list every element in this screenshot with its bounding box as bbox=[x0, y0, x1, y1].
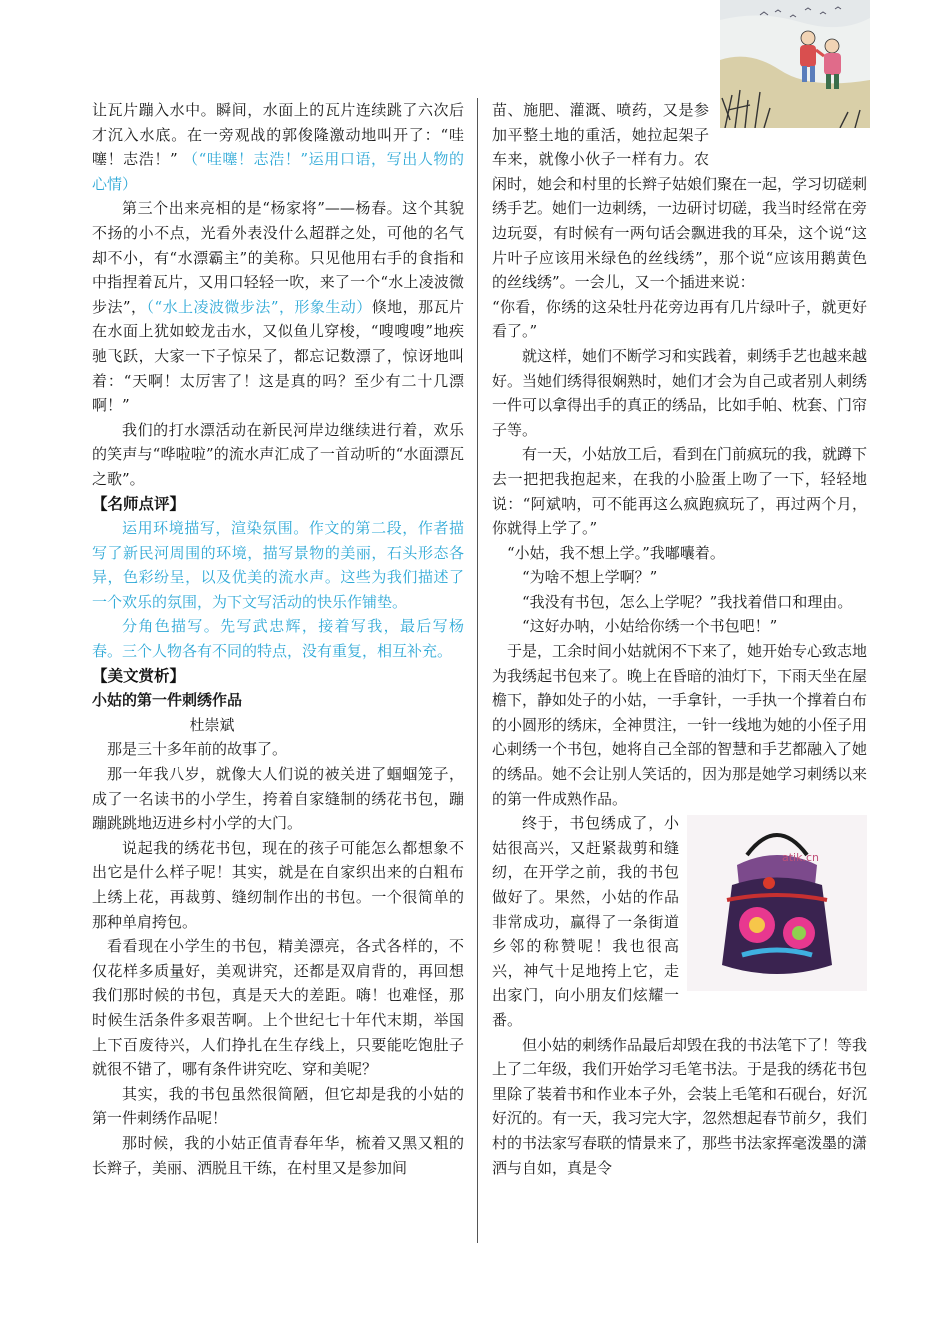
paragraph: 我们的打水漂活动在新民河岸边继续进行着，欢乐的笑声与“哗啦啦”的流水声汇成了一首动听的“水面漂瓦之歌”。 bbox=[92, 420, 464, 488]
paragraph: 就这样，她们不断学习和实践着，刺绣手艺也越来越好。当她们绣得很娴熟时，她们才会为自己或者别人刺绣一件可以拿得出手的真正的绣品，比如手帕、枕套、门帘子等。 bbox=[492, 346, 868, 439]
paragraph: 其实，我的书包虽然很简陋，但它却是我的小姑的第一件刺绣作品呢！ bbox=[92, 1084, 464, 1128]
paragraph: “小姑，我不想上学。”我嘟囔着。 bbox=[507, 543, 725, 562]
embroidered-bag-photo bbox=[687, 815, 867, 991]
review-paragraph: 分角色描写。先写武忠辉，接着写我，最后写杨春。三个人物各有不同的特点，没有重复，相互补充。 bbox=[92, 617, 464, 661]
paragraph: 说起我的绣花书包，现在的孩子可能怎么都想象不出它是什么样子呢！其实，就是在自家织出来的白粗布上绣上花，再裁剪、缝纫制作出的书包。一个很简单的那种单肩挎包。 bbox=[92, 838, 464, 931]
paragraph-text: 苗、施肥、灌溉、喷药，又是参加平整土地的重活，她拉 bbox=[492, 101, 709, 144]
column-divider bbox=[477, 98, 478, 1243]
review-header: 【名师点评】 bbox=[92, 494, 186, 513]
illustration-space bbox=[709, 98, 867, 148]
paragraph: 那时候，我的小姑正值青春年华，梳着又黑又粗的长辫子，美丽、洒脱且干练，在村里又是参加间 bbox=[92, 1133, 464, 1177]
paragraph: “为啥不想上学啊？” bbox=[522, 568, 658, 587]
left-column bbox=[92, 98, 464, 1180]
paragraph: “你看，你绣的这朵牡丹花旁边再有几片绿叶子，就更好看了。” bbox=[492, 297, 867, 341]
paragraph: 有一天，小姑放工后，看到在门前疯玩的我，就蹲下去一把把我抱起来，在我的小脸蛋上吻了一下，轻轻地说：“阿斌呐，可不能再这么疯跑疯玩了，再过两个月，你就得上学了。” bbox=[492, 445, 868, 538]
paragraph: 终于，书包绣成了，小姑很高兴，又赶紧裁剪和缝纫，在开学之前，我的书包做好了。果然，小姑的作品非常成功，赢得了一条街道乡邻的称赞呢！我也很高兴，神气十足地挎上它，走出家门，向小朋友们炫耀一番。 bbox=[492, 814, 679, 1029]
paragraph-text: 倏地，那瓦片在水面上犹如蛟龙击水，又似鱼儿穿梭，“嗖嗖嗖”地疾驰飞跃，大家一下子惊呆了，都忘记数漂了，惊讶地叫着：“天啊！太厉害了！这是真的吗？至少有二十几漂啊！” bbox=[92, 297, 464, 415]
article-title: 小姑的第一件刺绣作品 bbox=[92, 691, 243, 710]
paragraph bbox=[92, 196, 464, 417]
paragraph-text: 起架子车来，就像小伙子一样有力。农闲时，她会和村里的长辫子姑娘们聚在一起，学习切磋刺绣手艺。她们一边刺绣，一边研讨切磋，我当时经常在旁边玩耍，有时候有一两句话会飘进我的耳朵，这个说“这片叶子应该用米绿色的丝线绣”，那个说“应该用鹅黄色的丝线绣”。一会儿，又一个插进来说： bbox=[492, 125, 868, 292]
paragraph: 但小姑的刺绣作品最后却毁在我的书法笔下了！等我上了二年级，我们开始学习毛笔书法。于是我的绣花书包里除了装着书和作业本子外，会装上毛笔和石砚台，好沉好沉的。有一天，我习完大字，忽然想起春节前夕，我们村的书法家写春联的情景来了，那些书法家挥毫泼墨的潇洒与自如，真是令 bbox=[492, 1035, 868, 1177]
right-column bbox=[492, 98, 867, 1180]
review-paragraph: 运用环境描写，渲染氛围。作文的第二段，作者描写了新民河周围的环境，描写景物的美丽，石头形态各异，色彩纷呈，以及优美的流水声。这些为我们描述了一个欢乐的氛围，为下文写活动的快乐作铺垫。 bbox=[92, 519, 464, 611]
photo-watermark: atik.cn bbox=[782, 851, 819, 865]
paragraph: “这好办呐，小姑给你绣一个书包吧！” bbox=[522, 617, 778, 636]
paragraph: “我没有书包，怎么上学呢？”我找着借口和理由。 bbox=[522, 592, 853, 611]
paragraph: 那一年我八岁，就像大人们说的被关进了蝈蝈笼子，成了一名读书的小学生，挎着自家缝制的绣花书包，蹦蹦跳跳地迈进乡村小学的大门。 bbox=[92, 765, 464, 833]
paragraph-text: 第三个出来亮相的是“杨家将”——杨春。这个其貌不扬的小不点，光看外表没什么超群之处，可他的名气却不小，有“水漂霸主”的美称。只见他用右手的食指和中指捏着瓦片，又用口轻轻一吹，来了一个“水上凌波微步法”， bbox=[92, 199, 464, 316]
annotation-note: （“水上凌波微步法”，形象生动） bbox=[146, 297, 372, 316]
paragraph: 于是，工余时间小姑就闲不下来了，她开始专心致志地为我绣起书包来了。晚上在昏暗的油灯下，下雨天坐在屋檐下，静如处子的小姑，一手拿针，一手执一个撑着白布的小圆形的绣床，全神贯注，一针一线地为她的小侄子用心刺绣一个书包，她将自己全部的智慧和手艺都融入了她的绣品。她不会让别人笑话的，因为那是她学习刺绣以来的第一件成熟作品。 bbox=[492, 642, 868, 808]
paragraph: 看看现在小学生的书包，精美漂亮，各式各样的，不仅花样多质量好，美观讲究，还都是双肩背的，再回想我们那时候的书包，真是天大的差距。嗨！也难怪，那时候生活条件多艰苦啊。上个世纪七十年代末期，举国上下百废待兴，人们挣扎在生存线上，只要能吃饱肚子就很不错了，哪有条件讲究吃、穿和美呢？ bbox=[92, 937, 464, 1079]
paragraph-text: 让瓦片蹦入水中。瞬间，水面上的瓦片连续跳了六次后才沉入水底。在一旁观战的郭俊隆激动地叫开了：“哇噻！志浩！” bbox=[92, 101, 464, 169]
paragraph bbox=[92, 98, 464, 196]
annotation-note: （“哇噻！志浩！”运用口语，写出人物的心情） bbox=[92, 150, 465, 193]
appreciation-header: 【美文赏析】 bbox=[92, 666, 186, 685]
article-author: 杜崇斌 bbox=[189, 715, 235, 734]
paragraph: 那是三十多年前的故事了。 bbox=[107, 740, 288, 759]
